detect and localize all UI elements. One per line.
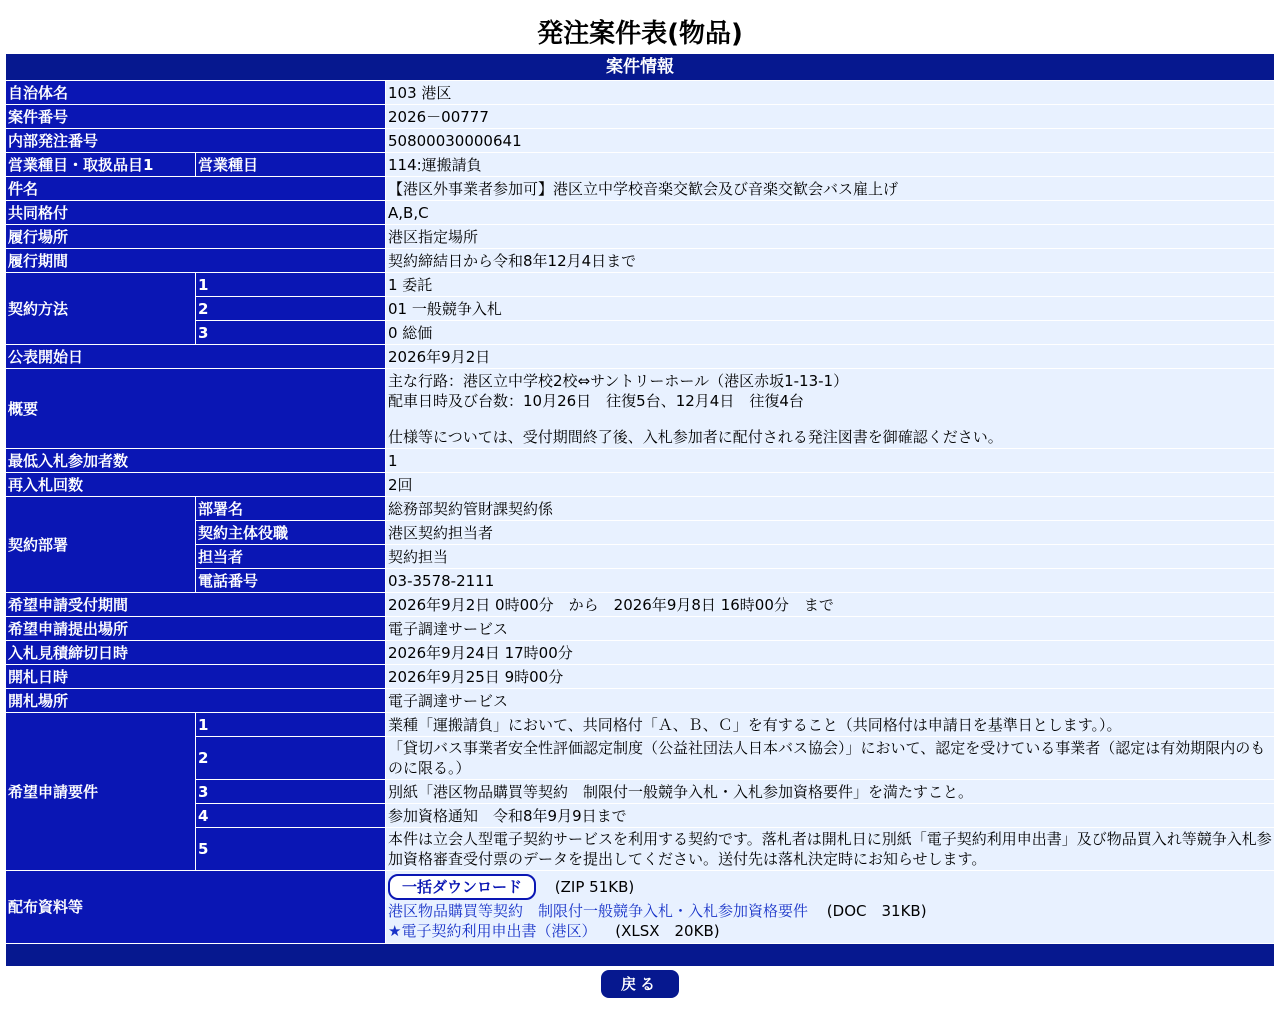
row-label: 希望申請要件 xyxy=(6,713,196,870)
row-value: 1 xyxy=(386,449,1274,472)
row-label: 共同格付 xyxy=(6,201,386,224)
row-value: 港区契約担当者 xyxy=(386,521,1274,544)
row-label: 契約方法 xyxy=(6,273,196,344)
bulk-download-button[interactable]: 一括ダウンロード xyxy=(388,874,536,900)
row-label: 内部発注番号 xyxy=(6,129,386,152)
row-label: 案件番号 xyxy=(6,105,386,128)
row-keiyaku-busho-4 xyxy=(6,569,1274,592)
row-eigyo xyxy=(6,153,1274,176)
row-rikou-kikan xyxy=(6,249,1274,272)
row-kibou-youken-3 xyxy=(6,780,1274,803)
row-value xyxy=(386,871,1274,943)
row-sub-label: 契約主体役職 xyxy=(196,521,386,544)
row-value: 0 総価 xyxy=(386,321,1274,344)
row-kohyo xyxy=(6,345,1274,368)
row-keiyaku-houhou xyxy=(6,273,1274,296)
row-sub-label: 部署名 xyxy=(196,497,386,520)
row-label: 公表開始日 xyxy=(6,345,386,368)
row-kenmei xyxy=(6,177,1274,200)
row-sub-number: 1 xyxy=(196,713,386,736)
row-value: 103 港区 xyxy=(386,81,1274,104)
row-value: 別紙「港区物品購買等契約 制限付一般競争入札・入札参加資格要件」を満たすこと。 xyxy=(386,780,1274,803)
row-keiyaku-busho xyxy=(6,497,1274,520)
row-sub-label: 営業種目 xyxy=(196,153,386,176)
row-value xyxy=(386,369,1274,448)
row-label: 希望申請受付期間 xyxy=(6,593,386,616)
row-value: 2026年9月2日 0時00分 から 2026年9月8日 16時00分 まで xyxy=(386,593,1274,616)
row-value: 参加資格通知 令和8年9月9日まで xyxy=(386,804,1274,827)
row-sub-number: 3 xyxy=(196,780,386,803)
row-label: 最低入札参加者数 xyxy=(6,449,386,472)
row-label: 希望申請提出場所 xyxy=(6,617,386,640)
row-label: 営業種目・取扱品目1 xyxy=(6,153,196,176)
row-value: 2026－00777 xyxy=(386,105,1274,128)
row-value: 電子調達サービス xyxy=(386,617,1274,640)
row-kyodo xyxy=(6,201,1274,224)
row-sub-number: 3 xyxy=(196,321,386,344)
gaiyo-line: 仕様等については、受付期間終了後、入札参加者に配付される発注図書を御確認ください。 xyxy=(388,427,1003,446)
row-jichitai xyxy=(6,81,1274,104)
row-label: 履行期間 xyxy=(6,249,386,272)
row-value: 50800030000641 xyxy=(386,129,1274,152)
row-label: 契約部署 xyxy=(6,497,196,592)
row-label: 開札場所 xyxy=(6,689,386,712)
row-value: 本件は立会人型電子契約サービスを利用する契約です。落札者は開札日に別紙「電子契約利用申出書」及び物品買入れ等競争入札参加資格審査受付票のデータを提出してください。送付先は落札決定時にお知らせします。 xyxy=(386,828,1274,870)
row-sub-number: 2 xyxy=(196,737,386,779)
row-kaisatsu-nichiji xyxy=(6,665,1274,688)
row-label: 履行場所 xyxy=(6,225,386,248)
row-anken-no xyxy=(6,105,1274,128)
file-link-econtract-form[interactable]: ★電子契約利用申出書（港区） xyxy=(388,922,597,940)
row-sub-number: 1 xyxy=(196,273,386,296)
gaiyo-line: 主な行路：港区立中学校2校⇔サントリーホール（港区赤坂1-13-1） xyxy=(388,371,849,390)
row-label: 開札日時 xyxy=(6,665,386,688)
row-label: 入札見積締切日時 xyxy=(6,641,386,664)
row-value: 電子調達サービス xyxy=(386,689,1274,712)
row-nyusatsu-shimekiri xyxy=(6,641,1274,664)
row-sub-number: 4 xyxy=(196,804,386,827)
row-value: 契約担当 xyxy=(386,545,1274,568)
case-info-table xyxy=(6,53,1274,967)
section-title: 案件情報 xyxy=(6,54,1274,80)
row-value: 総務部契約管財課契約係 xyxy=(386,497,1274,520)
row-kibou-youken-2 xyxy=(6,737,1274,779)
bulk-download-size: (ZIP 51KB) xyxy=(554,878,635,896)
row-kibou-youken-4 xyxy=(6,804,1274,827)
row-keiyaku-busho-3 xyxy=(6,545,1274,568)
row-sub-label: 電話番号 xyxy=(196,569,386,592)
row-value: 契約締結日から令和8年12月4日まで xyxy=(386,249,1274,272)
row-value: 2回 xyxy=(386,473,1274,496)
row-keiyaku-busho-2 xyxy=(6,521,1274,544)
row-value: 港区指定場所 xyxy=(386,225,1274,248)
row-kibou-youken xyxy=(6,713,1274,736)
gaiyo-line: 配車日時及び台数：10月26日 往復5台、12月4日 往復4台 xyxy=(388,391,804,410)
file-size: (XLSX 20KB) xyxy=(615,922,720,940)
row-sub-label: 担当者 xyxy=(196,545,386,568)
row-value: 「貸切バス事業者安全性評価認定制度（公益社団法人日本バス協会）」において、認定を受けている事業者（認定は有効期限内のものに限る。） xyxy=(386,737,1274,779)
row-value: 2026年9月25日 9時00分 xyxy=(386,665,1274,688)
row-keiyaku-houhou-3 xyxy=(6,321,1274,344)
row-keiyaku-houhou-2 xyxy=(6,297,1274,320)
row-saitei xyxy=(6,449,1274,472)
file-link-requirements[interactable]: 港区物品購買等契約 制限付一般競争入札・入札参加資格要件 xyxy=(388,902,809,920)
row-value: 114:運搬請負 xyxy=(386,153,1274,176)
row-label: 自治体名 xyxy=(6,81,386,104)
table-footer-bar xyxy=(6,944,1274,966)
row-kibou-basho xyxy=(6,617,1274,640)
file-size: (DOC 31KB) xyxy=(826,902,927,920)
row-gaiyo xyxy=(6,369,1274,448)
row-label: 配布資料等 xyxy=(6,871,386,943)
row-value: A,B,C xyxy=(386,201,1274,224)
row-kibou-youken-5 xyxy=(6,828,1274,870)
row-naibu-no xyxy=(6,129,1274,152)
row-value: 1 委託 xyxy=(386,273,1274,296)
row-haifu xyxy=(6,871,1274,943)
row-sainyusatsu xyxy=(6,473,1274,496)
back-button[interactable]: 戻る xyxy=(601,970,679,998)
page-title: 発注案件表(物品) xyxy=(537,19,743,49)
row-kaisatsu-basho xyxy=(6,689,1274,712)
row-kibou-kikan xyxy=(6,593,1274,616)
row-value: 01 一般競争入札 xyxy=(386,297,1274,320)
row-value: 03-3578-2111 xyxy=(386,569,1274,592)
row-value: 2026年9月24日 17時00分 xyxy=(386,641,1274,664)
row-value: 2026年9月2日 xyxy=(386,345,1274,368)
row-value: 【港区外事業者参加可】港区立中学校音楽交歓会及び音楽交歓会バス雇上げ xyxy=(386,177,1274,200)
row-label: 再入札回数 xyxy=(6,473,386,496)
row-sub-number: 2 xyxy=(196,297,386,320)
row-rikou-basho xyxy=(6,225,1274,248)
gaiyo-spacer xyxy=(388,411,1272,427)
row-sub-number: 5 xyxy=(196,828,386,870)
row-label: 概要 xyxy=(6,369,386,448)
row-value: 業種「運搬請負」において、共同格付「Ａ、Ｂ、Ｃ」を有すること（共同格付は申請日を基準日とします。）。 xyxy=(386,713,1274,736)
row-label: 件名 xyxy=(6,177,386,200)
